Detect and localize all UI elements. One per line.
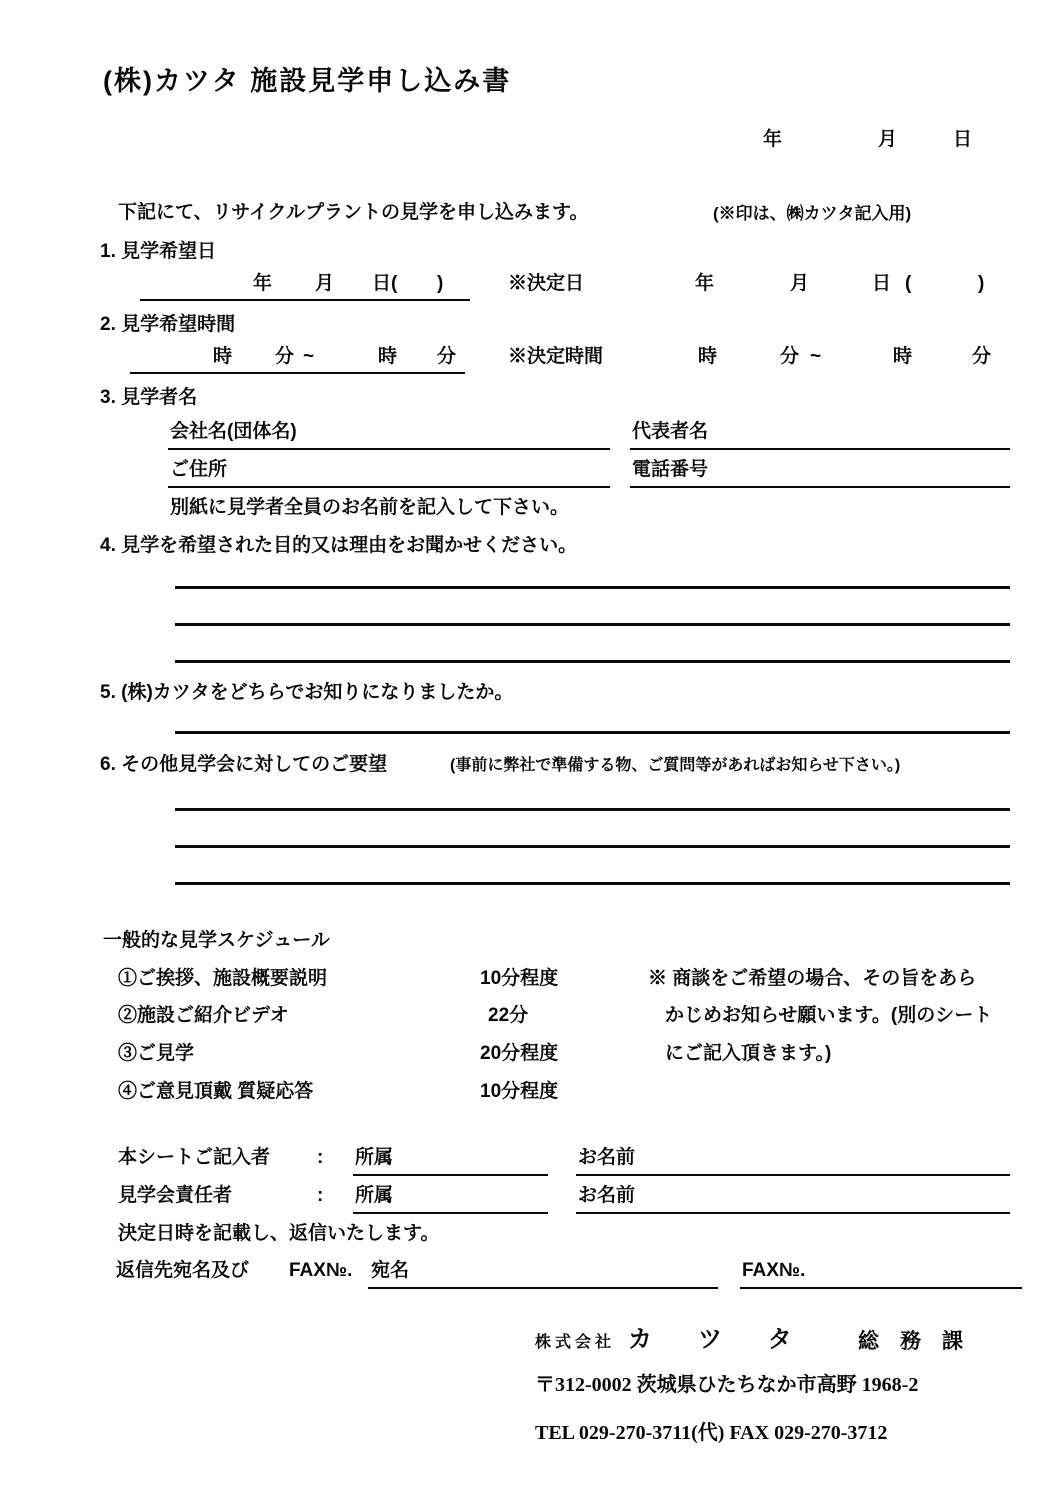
q1-decided-month: 月 (790, 273, 810, 294)
schedule-item-2-label: ②施設ご紹介ビデオ (118, 1005, 289, 1026)
q4-answer-line-2 (175, 623, 1010, 626)
q3-representative-label: 代表者名 (632, 421, 709, 442)
reply-writer-colon: : (317, 1147, 324, 1168)
q2-blank-line (130, 372, 465, 374)
reply-manager-dept-line (353, 1212, 548, 1214)
reply-manager-colon: : (317, 1185, 324, 1206)
header-date-day: 日 (953, 129, 973, 150)
q3-heading: 3. 見学者名 (100, 387, 198, 408)
schedule-item-3-duration: 20分程度 (480, 1043, 559, 1064)
q3-representative-line (630, 448, 1010, 450)
reply-fax-no-label-2: FAX№. (742, 1260, 806, 1281)
company-name: カツタ (628, 1326, 838, 1353)
q2-tilde: ~ (303, 346, 315, 367)
q6-heading: 6. その他見学会に対してのご要望 (100, 754, 388, 775)
schedule-item-4-duration: 10分程度 (480, 1081, 559, 1102)
q3-phone-line (630, 486, 1010, 488)
q2-decided-min2: 分 (972, 346, 992, 367)
q3-address-line (168, 486, 610, 488)
reply-manager-dept-label: 所属 (355, 1185, 394, 1206)
q1-decided-label: ※決定日 (508, 273, 585, 294)
company-dept: 総務課 (858, 1330, 984, 1353)
reply-manager-label: 見学会責任者 (118, 1185, 233, 1206)
schedule-item-4-label: ④ご意見頂戴 質疑応答 (118, 1081, 314, 1102)
q6-heading-note: (事前に弊社で準備する物、ご質問等があればお知らせ下さい。) (450, 757, 901, 774)
q1-paren-close: ) (437, 273, 444, 294)
q2-hour2: 時 (378, 346, 398, 367)
reply-fax-line-label: 返信先宛名及び (116, 1260, 250, 1281)
reply-manager-name-label: お名前 (578, 1185, 636, 1206)
q6-answer-line-2 (175, 845, 1010, 848)
q1-decided-year: 年 (695, 273, 715, 294)
q2-decided-hour1: 時 (698, 346, 718, 367)
q3-phone-label: 電話番号 (632, 459, 709, 480)
q3-company-label: 会社名(団体名) (170, 421, 297, 442)
schedule-note-line-2: かじめお知らせ願います。(別のシート (665, 1005, 993, 1026)
schedule-title: 一般的な見学スケジュール (103, 930, 330, 951)
q2-decided-label: ※決定時間 (508, 346, 604, 367)
q4-answer-line-3 (175, 660, 1010, 663)
q2-decided-tilde: ~ (810, 346, 822, 367)
reply-writer-name-line (576, 1174, 1010, 1176)
reply-fax-no-label: FAX№. (289, 1260, 353, 1281)
q1-year-label: 年 (253, 273, 273, 294)
q3-note: 別紙に見学者全員のお名前を記入して下さい。 (170, 497, 570, 518)
q3-company-line (168, 448, 610, 450)
q1-blank-line (140, 299, 470, 301)
reply-writer-dept-line (353, 1174, 548, 1176)
q2-heading: 2. 見学希望時間 (100, 314, 236, 335)
q6-answer-line-3 (175, 882, 1010, 885)
q1-decided-paren-close: ) (978, 273, 985, 294)
q1-month-label: 月 (315, 273, 335, 294)
q5-heading: 5. (株)カツタをどちらでお知りになりましたか。 (100, 682, 514, 703)
company-tel-fax: TEL 029-270-3711(代) FAX 029-270-3712 (535, 1422, 888, 1444)
company-address: 〒312-0002 茨城県ひたちなか市高野 1968-2 (535, 1374, 919, 1396)
schedule-item-2-duration: 22分 (488, 1005, 529, 1026)
reply-addressee-line (368, 1287, 718, 1289)
schedule-item-3-label: ③ご見学 (118, 1043, 195, 1064)
q5-answer-line (175, 731, 1010, 734)
page-title: (株)カツタ 施設見学申し込み書 (103, 66, 512, 96)
q2-min1: 分 (275, 346, 295, 367)
reply-manager-name-line (576, 1212, 1010, 1214)
intro-text: 下記にて、リサイクルプラントの見学を申し込みます。 (118, 202, 589, 223)
reply-fax-no-line (740, 1287, 1022, 1289)
q4-answer-line-1 (175, 586, 1010, 589)
q4-heading: 4. 見学を希望された目的又は理由をお聞かせください。 (100, 535, 578, 556)
q2-decided-min1: 分 (780, 346, 800, 367)
header-date-month: 月 (878, 129, 898, 150)
reply-addressee-label: 宛名 (371, 1260, 410, 1281)
reply-writer-dept-label: 所属 (355, 1147, 394, 1168)
schedule-note-line-1: ※ 商談をご希望の場合、その旨をあら (648, 968, 977, 989)
header-date-year: 年 (763, 129, 783, 150)
q1-decided-paren-open: ( (905, 273, 912, 294)
reply-writer-label: 本シートご記入者 (118, 1147, 271, 1168)
q3-address-label: ご住所 (170, 459, 228, 480)
q2-min2: 分 (437, 346, 457, 367)
reply-writer-name-label: お名前 (578, 1147, 636, 1168)
q1-decided-day: 日 (872, 273, 892, 294)
intro-note: (※印は、㈱カツタ記入用) (713, 204, 912, 223)
company-prefix: 株式会社 (535, 1334, 616, 1351)
q2-hour1: 時 (213, 346, 233, 367)
schedule-item-1-label: ①ご挨拶、施設概要説明 (118, 968, 328, 989)
schedule-note-line-3: にご記入頂きます。) (665, 1043, 832, 1064)
reply-notice: 決定日時を記載し、返信いたします。 (118, 1223, 440, 1244)
q2-decided-hour2: 時 (893, 346, 913, 367)
q1-day-label: 日( (372, 273, 398, 294)
schedule-item-1-duration: 10分程度 (480, 968, 559, 989)
q1-heading: 1. 見学希望日 (100, 241, 217, 262)
q6-answer-line-1 (175, 808, 1010, 811)
